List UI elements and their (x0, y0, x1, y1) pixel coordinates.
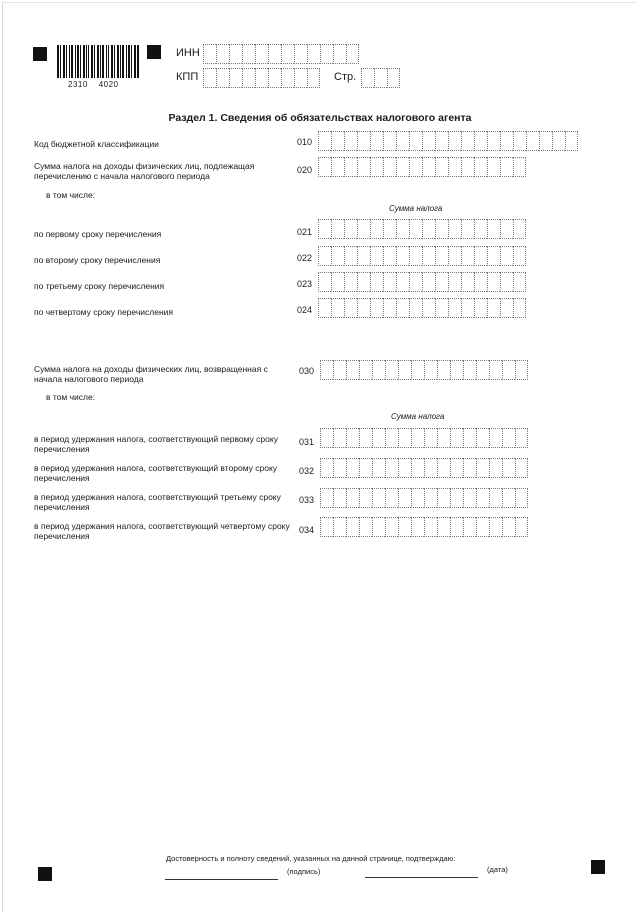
input-cell[interactable] (513, 298, 526, 318)
input-cell[interactable] (333, 488, 346, 508)
input-cell[interactable] (515, 488, 528, 508)
input-cell[interactable] (318, 219, 331, 239)
row-023-field[interactable] (318, 272, 526, 292)
input-cell[interactable] (385, 360, 398, 380)
input-cell[interactable] (500, 157, 513, 177)
input-cell[interactable] (463, 517, 476, 537)
row-033-label: в период удержания налога, соответствующий третьему сроку перечисления (34, 492, 281, 512)
input-cell[interactable] (411, 517, 424, 537)
input-cell[interactable] (370, 272, 383, 292)
input-cell[interactable] (500, 246, 513, 266)
input-cell[interactable] (435, 131, 448, 151)
input-cell[interactable] (422, 246, 435, 266)
input-cell[interactable] (318, 131, 331, 151)
input-cell[interactable] (502, 458, 515, 478)
input-cell[interactable] (370, 131, 383, 151)
input-cell[interactable] (344, 219, 357, 239)
input-cell[interactable] (463, 458, 476, 478)
input-cell[interactable] (513, 272, 526, 292)
section-title: Раздел 1. Сведения об обязательствах налогового агента (168, 112, 472, 124)
input-cell[interactable] (372, 360, 385, 380)
input-cell[interactable] (318, 298, 331, 318)
kpp-label: КПП (176, 71, 199, 83)
input-cell[interactable] (344, 272, 357, 292)
input-cell[interactable] (331, 157, 344, 177)
input-cell[interactable] (411, 428, 424, 448)
input-cell[interactable] (435, 246, 448, 266)
input-cell[interactable] (281, 68, 294, 88)
input-cell[interactable] (422, 272, 435, 292)
input-cell[interactable] (476, 428, 489, 448)
input-cell[interactable] (422, 298, 435, 318)
row-031-code: 031 (299, 437, 315, 447)
barcode-image (57, 45, 139, 81)
input-cell[interactable] (463, 488, 476, 508)
input-cell[interactable] (500, 131, 513, 151)
input-cell[interactable] (435, 272, 448, 292)
input-cell[interactable] (268, 68, 281, 88)
input-cell[interactable] (409, 298, 422, 318)
input-cell[interactable] (435, 157, 448, 177)
input-cell[interactable] (203, 68, 216, 88)
row-024-field[interactable] (318, 298, 526, 318)
input-cell[interactable] (333, 44, 346, 64)
input-cell[interactable] (515, 360, 528, 380)
row-021-code: 021 (297, 227, 313, 237)
input-cell[interactable] (344, 131, 357, 151)
input-cell[interactable] (461, 157, 474, 177)
input-cell[interactable] (409, 157, 422, 177)
row-030-code: 030 (299, 366, 315, 376)
row-010-code: 010 (297, 137, 313, 147)
input-cell[interactable] (396, 157, 409, 177)
row-033-code: 033 (299, 495, 315, 505)
input-cell[interactable] (487, 298, 500, 318)
input-cell[interactable] (513, 246, 526, 266)
input-cell[interactable] (476, 458, 489, 478)
row-032-code: 032 (299, 466, 315, 476)
input-cell[interactable] (435, 219, 448, 239)
input-cell[interactable] (552, 131, 565, 151)
input-cell[interactable] (372, 488, 385, 508)
input-cell[interactable] (346, 360, 359, 380)
input-cell[interactable] (500, 272, 513, 292)
input-cell[interactable] (281, 44, 294, 64)
input-cell[interactable] (398, 360, 411, 380)
input-cell[interactable] (461, 219, 474, 239)
row-010-label: Код бюджетной классификации (34, 139, 159, 149)
input-cell[interactable] (487, 131, 500, 151)
input-cell[interactable] (500, 219, 513, 239)
input-cell[interactable] (385, 458, 398, 478)
input-cell[interactable] (383, 131, 396, 151)
input-cell[interactable] (372, 458, 385, 478)
input-cell[interactable] (294, 68, 307, 88)
input-cell[interactable] (515, 517, 528, 537)
input-cell[interactable] (385, 488, 398, 508)
input-cell[interactable] (203, 44, 216, 64)
input-cell[interactable] (318, 272, 331, 292)
input-cell[interactable] (448, 131, 461, 151)
input-cell[interactable] (320, 44, 333, 64)
input-cell[interactable] (461, 298, 474, 318)
input-cell[interactable] (346, 44, 359, 64)
input-cell[interactable] (450, 517, 463, 537)
input-cell[interactable] (320, 488, 333, 508)
signature-line[interactable] (165, 879, 278, 880)
input-cell[interactable] (242, 44, 255, 64)
input-cell[interactable] (370, 219, 383, 239)
input-cell[interactable] (357, 246, 370, 266)
input-cell[interactable] (450, 458, 463, 478)
input-cell[interactable] (422, 157, 435, 177)
row-024-code: 024 (297, 305, 313, 315)
input-cell[interactable] (398, 458, 411, 478)
input-cell[interactable] (357, 272, 370, 292)
input-cell[interactable] (448, 219, 461, 239)
barcode-number: 2310 4020 (68, 80, 119, 89)
input-cell[interactable] (461, 246, 474, 266)
input-cell[interactable] (359, 488, 372, 508)
input-cell[interactable] (344, 298, 357, 318)
input-cell[interactable] (372, 517, 385, 537)
input-cell[interactable] (437, 428, 450, 448)
input-cell[interactable] (474, 157, 487, 177)
input-cell[interactable] (320, 360, 333, 380)
input-cell[interactable] (489, 360, 502, 380)
row-010-field[interactable] (318, 131, 578, 151)
input-cell[interactable] (424, 488, 437, 508)
input-cell[interactable] (294, 44, 307, 64)
input-cell[interactable] (437, 488, 450, 508)
input-cell[interactable] (229, 44, 242, 64)
input-cell[interactable] (565, 131, 578, 151)
kpp-field[interactable] (203, 68, 320, 88)
input-cell[interactable] (359, 428, 372, 448)
input-cell[interactable] (463, 428, 476, 448)
inn-field[interactable] (203, 44, 359, 64)
input-cell[interactable] (476, 488, 489, 508)
date-line[interactable] (365, 877, 478, 878)
input-cell[interactable] (502, 360, 515, 380)
corner-marker-bottom-left (38, 867, 52, 881)
input-cell[interactable] (513, 131, 526, 151)
input-cell[interactable] (357, 131, 370, 151)
input-cell[interactable] (333, 360, 346, 380)
input-cell[interactable] (474, 298, 487, 318)
row-023-code: 023 (297, 279, 313, 289)
input-cell[interactable] (437, 517, 450, 537)
signature-label: (подпись) (287, 867, 321, 876)
input-cell[interactable] (372, 428, 385, 448)
input-cell[interactable] (383, 246, 396, 266)
input-cell[interactable] (396, 298, 409, 318)
input-cell[interactable] (409, 246, 422, 266)
input-cell[interactable] (307, 68, 320, 88)
input-cell[interactable] (487, 219, 500, 239)
page-label: Стр. (334, 71, 357, 83)
input-cell[interactable] (463, 360, 476, 380)
confirm-text: Достоверность и полноту сведений, указанных на данной странице, подтверждаю: (166, 854, 456, 863)
input-cell[interactable] (487, 157, 500, 177)
input-cell[interactable] (383, 219, 396, 239)
inn-label: ИНН (176, 47, 200, 59)
input-cell[interactable] (387, 68, 400, 88)
input-cell[interactable] (331, 131, 344, 151)
input-cell[interactable] (474, 131, 487, 151)
input-cell[interactable] (474, 246, 487, 266)
input-cell[interactable] (344, 246, 357, 266)
row-030-field[interactable] (320, 360, 528, 380)
input-cell[interactable] (361, 68, 374, 88)
in-that-label-2: в том числе: (46, 392, 96, 402)
row-030-label: Сумма налога на доходы физических лиц, возвращенная с начала налогового периода (34, 364, 268, 384)
input-cell[interactable] (344, 157, 357, 177)
input-cell[interactable] (411, 488, 424, 508)
row-023-label: по третьему сроку перечисления (34, 281, 165, 291)
input-cell[interactable] (461, 131, 474, 151)
tax-sum-heading-1: Сумма налога (389, 204, 443, 213)
input-cell[interactable] (461, 272, 474, 292)
input-cell[interactable] (318, 246, 331, 266)
row-032-field[interactable] (320, 458, 528, 478)
input-cell[interactable] (502, 428, 515, 448)
input-cell[interactable] (396, 246, 409, 266)
tax-sum-heading-2: Сумма налога (391, 412, 445, 421)
in-that-label-1: в том числе: (46, 190, 96, 200)
input-cell[interactable] (476, 360, 489, 380)
input-cell[interactable] (526, 131, 539, 151)
row-024-label: по четвертому сроку перечисления (34, 307, 174, 317)
input-cell[interactable] (331, 246, 344, 266)
input-cell[interactable] (385, 517, 398, 537)
input-cell[interactable] (383, 272, 396, 292)
input-cell[interactable] (450, 428, 463, 448)
input-cell[interactable] (357, 298, 370, 318)
input-cell[interactable] (396, 131, 409, 151)
input-cell[interactable] (333, 517, 346, 537)
input-cell[interactable] (318, 157, 331, 177)
input-cell[interactable] (320, 458, 333, 478)
input-cell[interactable] (424, 458, 437, 478)
input-cell[interactable] (357, 157, 370, 177)
input-cell[interactable] (333, 458, 346, 478)
corner-marker-top-left (33, 47, 47, 61)
input-cell[interactable] (268, 44, 281, 64)
input-cell[interactable] (539, 131, 552, 151)
input-cell[interactable] (435, 298, 448, 318)
input-cell[interactable] (383, 298, 396, 318)
input-cell[interactable] (359, 360, 372, 380)
input-cell[interactable] (476, 517, 489, 537)
input-cell[interactable] (424, 428, 437, 448)
row-032-label: в период удержания налога, соответствующий второму сроку перечисления (34, 463, 278, 483)
row-034-field[interactable] (320, 517, 528, 537)
input-cell[interactable] (383, 157, 396, 177)
input-cell[interactable] (409, 272, 422, 292)
input-cell[interactable] (320, 517, 333, 537)
input-cell[interactable] (229, 68, 242, 88)
input-cell[interactable] (396, 219, 409, 239)
row-021-label: по первому сроку перечисления (34, 229, 162, 239)
input-cell[interactable] (359, 458, 372, 478)
input-cell[interactable] (489, 488, 502, 508)
input-cell[interactable] (500, 298, 513, 318)
input-cell[interactable] (398, 517, 411, 537)
input-cell[interactable] (409, 131, 422, 151)
input-cell[interactable] (333, 428, 346, 448)
row-022-field[interactable] (318, 246, 526, 266)
input-cell[interactable] (396, 272, 409, 292)
input-cell[interactable] (515, 458, 528, 478)
row-033-field[interactable] (320, 488, 528, 508)
input-cell[interactable] (359, 517, 372, 537)
input-cell[interactable] (346, 488, 359, 508)
input-cell[interactable] (374, 68, 387, 88)
input-cell[interactable] (307, 44, 320, 64)
input-cell[interactable] (398, 488, 411, 508)
input-cell[interactable] (474, 219, 487, 239)
input-cell[interactable] (411, 360, 424, 380)
input-cell[interactable] (331, 298, 344, 318)
input-cell[interactable] (448, 246, 461, 266)
input-cell[interactable] (487, 272, 500, 292)
input-cell[interactable] (255, 44, 268, 64)
input-cell[interactable] (437, 458, 450, 478)
input-cell[interactable] (346, 458, 359, 478)
row-022-label: по второму сроку перечисления (34, 255, 161, 265)
row-021-field[interactable] (318, 219, 526, 239)
input-cell[interactable] (409, 219, 422, 239)
row-020-label: Сумма налога на доходы физических лиц, подлежащая перечислению с начала налогового периода (34, 161, 255, 181)
input-cell[interactable] (487, 246, 500, 266)
corner-marker-bottom-right (591, 860, 605, 874)
row-034-code: 034 (299, 525, 315, 535)
input-cell[interactable] (448, 298, 461, 318)
input-cell[interactable] (448, 272, 461, 292)
input-cell[interactable] (450, 488, 463, 508)
row-022-code: 022 (297, 253, 313, 263)
input-cell[interactable] (489, 458, 502, 478)
input-cell[interactable] (255, 68, 268, 88)
input-cell[interactable] (242, 68, 255, 88)
input-cell[interactable] (502, 517, 515, 537)
input-cell[interactable] (346, 517, 359, 537)
input-cell[interactable] (216, 44, 229, 64)
input-cell[interactable] (422, 131, 435, 151)
input-cell[interactable] (398, 428, 411, 448)
input-cell[interactable] (370, 246, 383, 266)
input-cell[interactable] (411, 458, 424, 478)
input-cell[interactable] (474, 272, 487, 292)
input-cell[interactable] (513, 157, 526, 177)
row-031-field[interactable] (320, 428, 528, 448)
input-cell[interactable] (370, 157, 383, 177)
input-cell[interactable] (320, 428, 333, 448)
input-cell[interactable] (489, 428, 502, 448)
input-cell[interactable] (346, 428, 359, 448)
row-020-code: 020 (297, 165, 313, 175)
input-cell[interactable] (331, 272, 344, 292)
input-cell[interactable] (502, 488, 515, 508)
page-number-field[interactable] (361, 68, 400, 88)
row-031-label: в период удержания налога, соответствующий первому сроку перечисления (34, 434, 278, 454)
input-cell[interactable] (448, 157, 461, 177)
input-cell[interactable] (385, 428, 398, 448)
corner-marker-top-right (147, 45, 161, 59)
input-cell[interactable] (513, 219, 526, 239)
row-020-field[interactable] (318, 157, 526, 177)
input-cell[interactable] (424, 517, 437, 537)
input-cell[interactable] (424, 360, 437, 380)
input-cell[interactable] (331, 219, 344, 239)
input-cell[interactable] (357, 219, 370, 239)
input-cell[interactable] (437, 360, 450, 380)
input-cell[interactable] (216, 68, 229, 88)
row-034-label: в период удержания налога, соответствующий четвертому сроку перечисления (34, 521, 290, 541)
input-cell[interactable] (422, 219, 435, 239)
input-cell[interactable] (515, 428, 528, 448)
date-label: (дата) (487, 865, 508, 874)
input-cell[interactable] (370, 298, 383, 318)
input-cell[interactable] (450, 360, 463, 380)
input-cell[interactable] (489, 517, 502, 537)
